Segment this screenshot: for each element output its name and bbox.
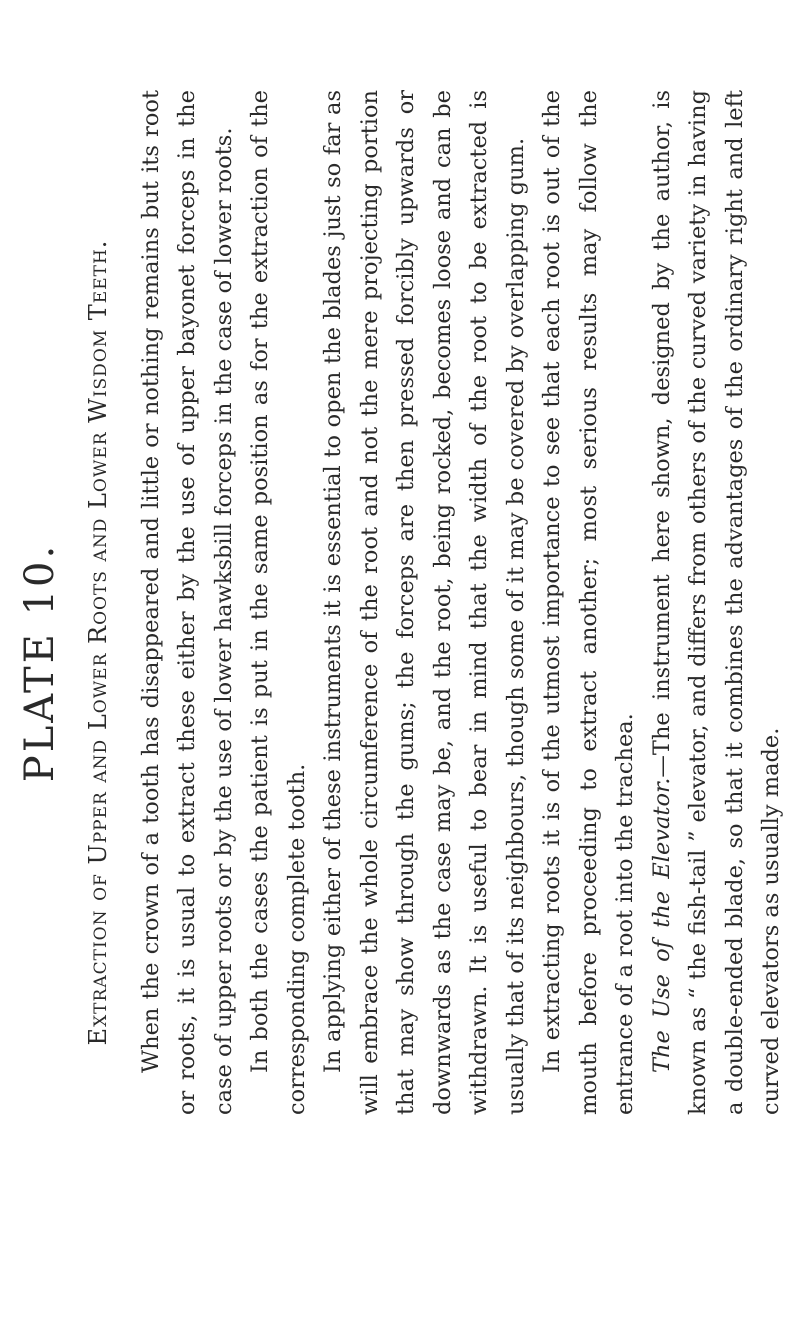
section-title: Extraction of Upper and Lower Roots and Lower Wisdom Teeth. <box>84 239 112 1046</box>
paragraph-applying-instruments: In applying either of these instruments it is essential to open the blades just so far as will embrace the whole circumference of the root and not the mere projecting portion that may show through the gums; the forceps are then pressed forcibly upwards or downwards as the case may be, and the root, being rocked, becomes loose and can be withdrawn. It is useful to bear in mind that the width of the root to be extracted is usually that of its neighbours, though some of it may be covered by overlapping gum. <box>320 90 529 1115</box>
paragraph-extracting-roots: In extracting roots it is of the utmost importance to see that each root is out of the mouth before proceeding to extract another; most serious results may follow the entrance of a root into the trachea. <box>539 90 639 1115</box>
elevator-text: —The instrument here shown, designed by the author, is known as “ the fish-tail ” elevator, and differs from others of the curved variety in having a double-ended blade, so that it combines the advantages of the ordinary right and left curved elevators as usually made. <box>648 90 785 1115</box>
elevator-heading: The Use of the Elevator. <box>648 777 675 1073</box>
paragraph-patient-position: In both the cases the patient is put in the same position as for the extraction of the corresponding complete tooth. <box>247 90 310 1115</box>
plate-title: PLATE 10. <box>17 542 63 783</box>
paragraph-elevator <box>644 90 790 1115</box>
paragraph-crown-disappeared: When the crown of a tooth has disappeared and little or nothing remains but its root or roots, it is usual to extract these either by the use of upper bayonet forceps in the case of upper roots or by the use of lower hawksbill forceps in the case of lower roots. <box>137 90 237 1115</box>
